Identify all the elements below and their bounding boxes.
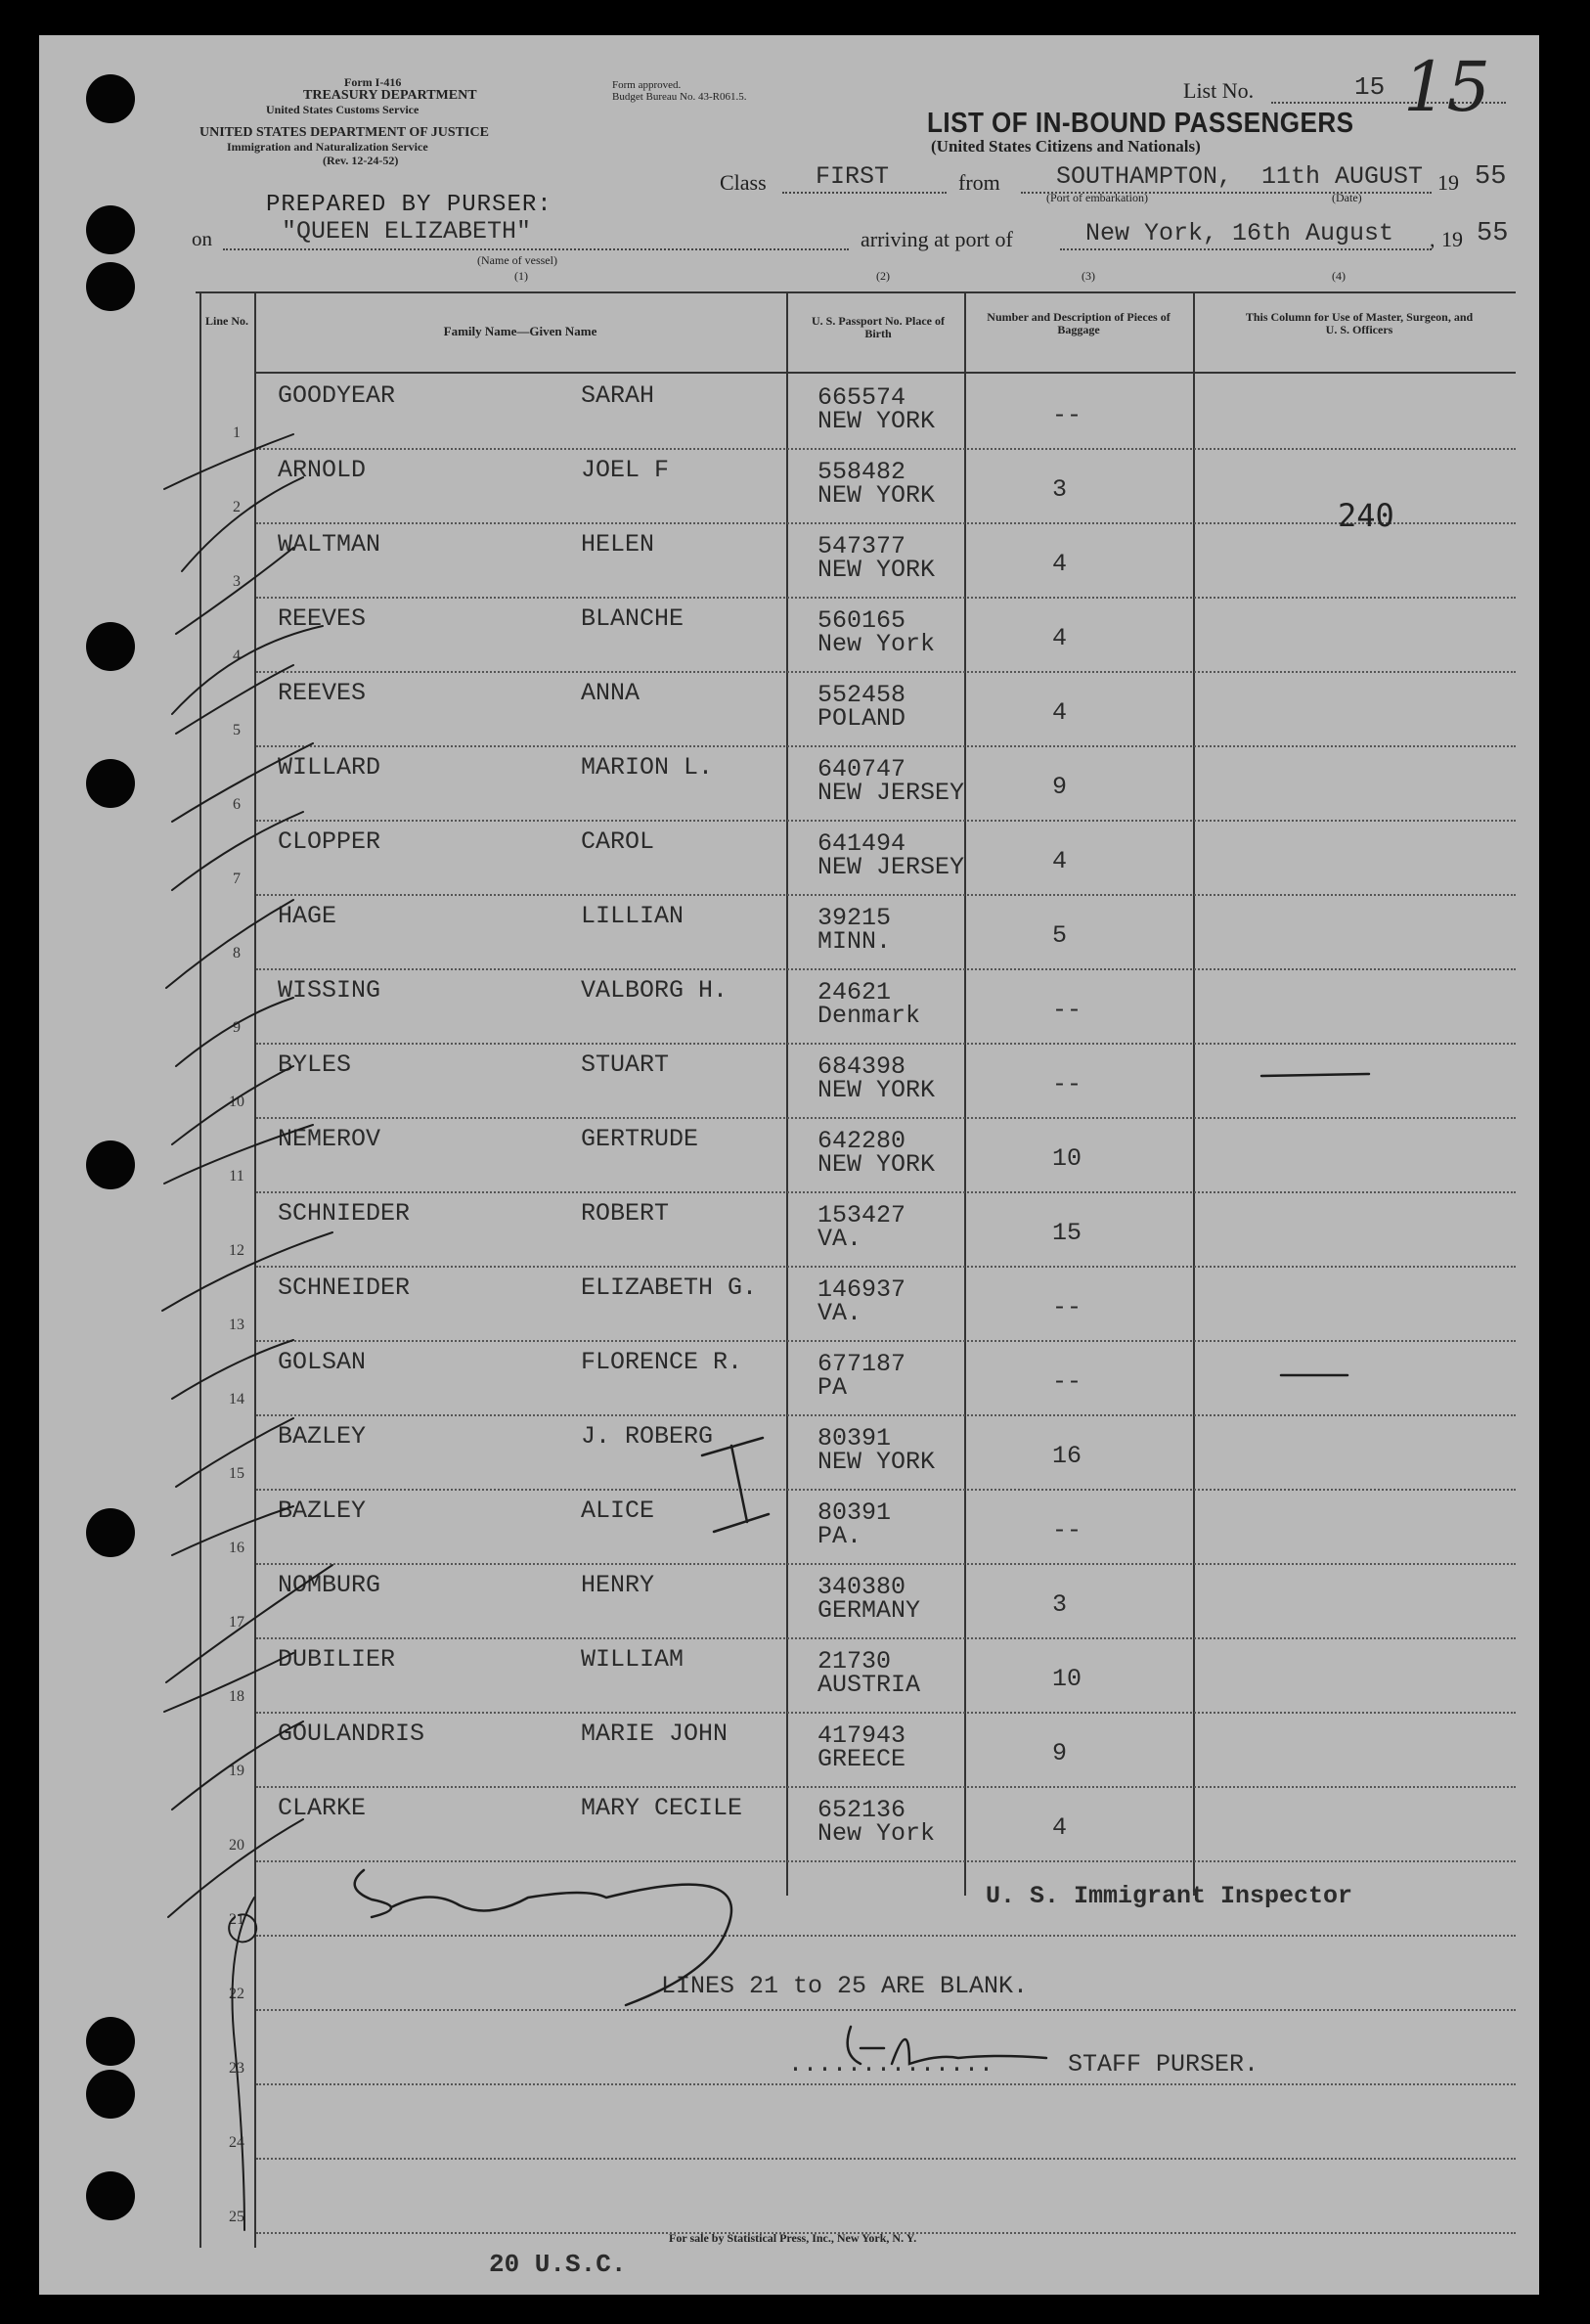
line-number: 9 [233, 1019, 241, 1036]
family-name: NEMEROV [278, 1125, 381, 1153]
class-label: Class [720, 170, 767, 195]
baggage-count: 3 [1052, 475, 1068, 504]
place-of-birth: NEW JERSEY [817, 779, 965, 807]
given-name: ANNA [581, 679, 640, 707]
form-approved: Form approved. [612, 79, 682, 91]
given-name: ROBERT [581, 1199, 670, 1228]
given-name: MARY CECILE [581, 1794, 743, 1822]
given-name: JOEL F [581, 456, 670, 484]
passport-number: 547377 [817, 532, 906, 560]
bracket-i-mark [702, 1438, 769, 1532]
given-name: MARION L. [581, 753, 714, 782]
passport-number: 80391 [817, 1498, 892, 1527]
staff-purser-label: STAFF PURSER. [1068, 2050, 1259, 2078]
family-name: GOULANDRIS [278, 1720, 425, 1748]
baggage-count: 4 [1052, 624, 1068, 652]
vessel-caption: (Name of vessel) [477, 253, 557, 267]
family-name: BAZLEY [278, 1497, 367, 1525]
ins-service: Immigration and Naturalization Service [227, 140, 428, 154]
column-ref-1: (1) [514, 269, 528, 283]
list-no-typed: 15 [1354, 72, 1386, 102]
line-number: 15 [229, 1465, 244, 1482]
header-line-no: Line No. [205, 314, 249, 328]
place-of-birth: GERMANY [817, 1596, 921, 1625]
given-name: WILLIAM [581, 1645, 685, 1674]
passport-number: 640747 [817, 755, 906, 783]
baggage-count: 10 [1052, 1144, 1082, 1173]
line-number: 16 [229, 1540, 244, 1556]
line-number: 25 [229, 2209, 244, 2225]
form-number: Form I-416 [344, 75, 402, 89]
passport-number: 641494 [817, 829, 906, 858]
place-of-birth: Denmark [817, 1002, 921, 1030]
year-prefix-1: 19 [1437, 170, 1459, 195]
line-number: 2 [233, 499, 241, 515]
header-passport: U. S. Passport No. Place of Birth [812, 314, 945, 340]
line-number: 14 [229, 1391, 244, 1408]
place-of-birth: NEW YORK [817, 1150, 936, 1179]
place-of-birth: New York [817, 1819, 936, 1848]
place-of-birth: GREECE [817, 1745, 906, 1773]
family-name: GOODYEAR [278, 381, 396, 410]
budget-bureau: Budget Bureau No. 43-R061.5. [612, 91, 747, 103]
baggage-count: 16 [1052, 1442, 1082, 1470]
baggage-count: 4 [1052, 1813, 1068, 1842]
line-number: 8 [233, 945, 241, 961]
family-name: DUBILIER [278, 1645, 396, 1674]
arrival-port-date: New York, 16th August [1085, 219, 1394, 247]
passport-number: 677187 [817, 1350, 906, 1378]
passport-number: 417943 [817, 1721, 906, 1750]
circled-21 [229, 1914, 256, 1942]
footer-printer: For sale by Statistical Press, Inc., New York, N. Y. [669, 2231, 917, 2245]
line-number: 13 [229, 1317, 244, 1333]
list-no-label: List No. [1183, 78, 1255, 103]
given-name: GERTRUDE [581, 1125, 699, 1153]
column-ref-3: (3) [1082, 269, 1095, 283]
given-name: SARAH [581, 381, 655, 410]
given-name: STUART [581, 1050, 670, 1079]
header-family-name: Family Name—Given Name [443, 324, 597, 338]
place-of-birth: NEW JERSEY [817, 853, 965, 881]
header-officers: This Column for Use of Master, Surgeon, and U. S. Officers [1245, 310, 1474, 336]
place-of-birth: VA. [817, 1225, 862, 1253]
tick-mark [162, 1232, 332, 1311]
line-number: 6 [233, 796, 241, 813]
place-of-birth: New York [817, 630, 936, 658]
passport-number: 146937 [817, 1275, 906, 1304]
passport-number: 24621 [817, 978, 892, 1006]
passport-number: 665574 [817, 383, 906, 412]
baggage-count: 10 [1052, 1665, 1082, 1693]
place-of-birth: NEW YORK [817, 1448, 936, 1476]
given-name: ALICE [581, 1497, 655, 1525]
passport-number: 652136 [817, 1796, 906, 1824]
line-number: 23 [229, 2060, 244, 2077]
tick-mark [166, 900, 293, 988]
baggage-count: 4 [1052, 550, 1068, 578]
tick-mark [172, 1066, 293, 1144]
arriving-label: arriving at port of [861, 227, 1013, 251]
given-name: MARIE JOHN [581, 1720, 729, 1748]
place-of-birth: MINN. [817, 927, 892, 956]
year-1: 55 [1475, 162, 1507, 192]
line-number: 12 [229, 1242, 244, 1259]
given-name: HENRY [581, 1571, 655, 1599]
place-of-birth: NEW YORK [817, 556, 936, 584]
given-name: CAROL [581, 827, 655, 856]
from-label: from [958, 170, 1000, 195]
tick-mark [166, 1565, 332, 1682]
justice-dept: UNITED STATES DEPARTMENT OF JUSTICE [199, 125, 489, 140]
column-ref-4: (4) [1332, 269, 1346, 283]
baggage-count: 5 [1052, 921, 1068, 950]
given-name: FLORENCE R. [581, 1348, 743, 1376]
baggage-count: -- [1052, 401, 1082, 429]
given-name: LILLIAN [581, 902, 685, 930]
tick-mark [176, 998, 293, 1066]
revision-date: (Rev. 12-24-52) [323, 154, 399, 167]
family-name: SCHNIEDER [278, 1199, 411, 1228]
family-name: WISSING [278, 976, 381, 1005]
family-name: SCHNEIDER [278, 1274, 411, 1302]
purser-signature [848, 2027, 1046, 2064]
line-number: 11 [229, 1168, 244, 1184]
line-number: 18 [229, 1688, 244, 1705]
tick-mark [182, 477, 303, 571]
passport-number: 560165 [817, 606, 906, 635]
place-of-birth: PA [817, 1373, 848, 1402]
inspector-label: U. S. Immigrant Inspector [986, 1882, 1353, 1910]
customs-service: United States Customs Service [266, 103, 420, 116]
tick-mark [172, 626, 323, 714]
tick-marks [162, 434, 332, 2230]
baggage-count: 3 [1052, 1590, 1068, 1619]
tick-mark [176, 665, 293, 734]
line-number: 5 [233, 722, 241, 738]
baggage-count: 9 [1052, 773, 1068, 801]
passport-number: 684398 [817, 1052, 906, 1081]
baggage-count: 4 [1052, 847, 1068, 875]
family-name: CLARKE [278, 1794, 367, 1822]
header-baggage: Number and Description of Pieces of Baggage [987, 310, 1170, 336]
tick-mark [172, 1506, 293, 1555]
tick-mark [176, 548, 293, 634]
column-ref-2: (2) [876, 269, 890, 283]
tick-mark [172, 1721, 303, 1810]
baggage-count: -- [1052, 1367, 1082, 1396]
family-name: ARNOLD [278, 456, 367, 484]
passport-number: 39215 [817, 904, 892, 932]
line-number: 17 [229, 1614, 244, 1631]
family-name: BYLES [278, 1050, 352, 1079]
tick-mark [172, 1340, 293, 1399]
footer-law: 20 U.S.C. [489, 2250, 627, 2279]
class-value: FIRST [816, 162, 890, 191]
arrival-comma: , [1430, 227, 1435, 251]
line-number: 7 [233, 871, 241, 887]
given-name: HELEN [581, 530, 655, 559]
family-name: REEVES [278, 604, 367, 633]
purser-signature-dots: .............. [788, 2050, 994, 2078]
place-of-birth: PA. [817, 1522, 862, 1550]
passport-number: 21730 [817, 1647, 892, 1676]
inspector-signature [355, 1870, 731, 2005]
baggage-count: -- [1052, 1516, 1082, 1544]
tick-mark [164, 1653, 293, 1712]
baggage-count: -- [1052, 1070, 1082, 1098]
family-name: CLOPPER [278, 827, 381, 856]
line-number: 10 [229, 1094, 244, 1110]
tick-mark [172, 812, 303, 890]
line-number: 19 [229, 1763, 244, 1779]
treasury-dept: TREASURY DEPARTMENT [303, 88, 477, 103]
baggage-count: -- [1052, 1293, 1082, 1321]
embarkation-date: 11th AUGUST [1261, 162, 1424, 191]
family-name: REEVES [278, 679, 367, 707]
tick-mark [176, 1418, 293, 1487]
passport-number: 642280 [817, 1127, 906, 1155]
line-number: 21 [229, 1911, 244, 1928]
given-name: VALBORG H. [581, 976, 729, 1005]
baggage-count: 9 [1052, 1739, 1068, 1767]
given-name: BLANCHE [581, 604, 685, 633]
tick-mark [172, 743, 313, 822]
passport-number: 558482 [817, 458, 906, 486]
year-2: 55 [1477, 219, 1509, 248]
family-name: HAGE [278, 902, 337, 930]
place-of-birth: VA. [817, 1299, 862, 1327]
family-name: GOLSAN [278, 1348, 367, 1376]
family-name: WILLARD [278, 753, 381, 782]
place-of-birth: NEW YORK [817, 407, 936, 435]
tick-mark [164, 434, 293, 489]
baggage-count: 4 [1052, 698, 1068, 727]
form-title: LIST OF IN-BOUND PASSENGERS [927, 108, 1354, 139]
place-of-birth: NEW YORK [817, 481, 936, 510]
long-bracket [233, 1898, 255, 2230]
port-caption: (Port of embarkation) [1046, 191, 1148, 204]
year-prefix-2: 19 [1441, 227, 1463, 251]
line-number: 4 [233, 648, 241, 664]
line-number: 20 [229, 1837, 244, 1854]
passport-number: 80391 [817, 1424, 892, 1452]
given-name: ELIZABETH G. [581, 1274, 758, 1302]
prepared-by: PREPARED BY PURSER: [266, 192, 552, 218]
passport-number: 153427 [817, 1201, 906, 1229]
officer-dash [1261, 1074, 1369, 1076]
place-of-birth: POLAND [817, 704, 906, 733]
on-label: on [192, 227, 212, 250]
passport-number: 552458 [817, 681, 906, 709]
tick-mark [168, 1819, 303, 1917]
line-number: 1 [233, 425, 241, 441]
port-of-embarkation: SOUTHAMPTON, [1056, 162, 1233, 191]
place-of-birth: AUSTRIA [817, 1671, 921, 1699]
family-name: WALTMAN [278, 530, 381, 559]
line-number: 24 [229, 2134, 244, 2151]
family-name: BAZLEY [278, 1422, 367, 1451]
family-name: NOMBURG [278, 1571, 381, 1599]
blank-lines-note: LINES 21 to 25 ARE BLANK. [661, 1972, 1029, 2000]
form-subtitle: (United States Citizens and Nationals) [931, 137, 1201, 156]
baggage-count: 15 [1052, 1219, 1082, 1247]
line-number: 22 [229, 1986, 244, 2002]
list-no-handwritten: 15 [1403, 47, 1491, 127]
place-of-birth: NEW YORK [817, 1076, 936, 1104]
date-caption: (Date) [1332, 191, 1362, 204]
given-name: J. ROBERG [581, 1422, 714, 1451]
vessel-name: "QUEEN ELIZABETH" [282, 217, 532, 246]
line-number: 3 [233, 573, 241, 590]
officer-number: 240 [1338, 497, 1394, 534]
baggage-count: -- [1052, 996, 1082, 1024]
passport-number: 340380 [817, 1573, 906, 1601]
